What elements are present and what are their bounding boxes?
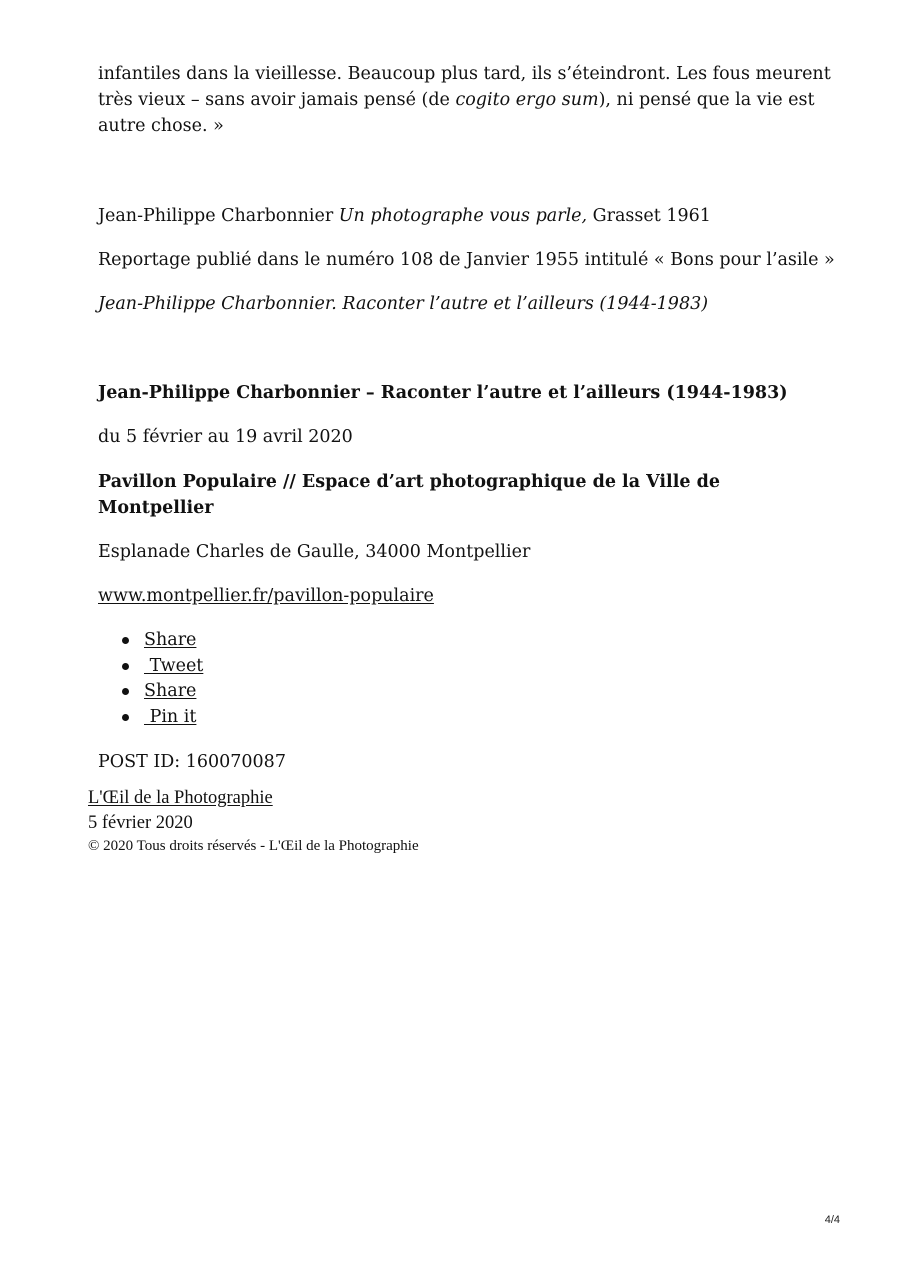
share-item-linkedin <box>144 679 203 705</box>
source-catalogue <box>98 291 838 317</box>
source-book <box>98 203 838 229</box>
website-paragraph <box>98 583 838 609</box>
site-name-link[interactable]: L'Œil de la Photographie <box>88 788 273 808</box>
source-reportage: Reportage publié dans le numéro 108 de Janvier 1955 intitulé « Bons pour l’asile » <box>98 250 835 270</box>
share-list <box>98 628 203 731</box>
page-number: 4/4 <box>824 1214 840 1226</box>
quote-paragraph <box>98 61 838 139</box>
post-id: POST ID: 160070087 <box>98 752 286 772</box>
share-item-pinterest <box>144 705 203 731</box>
pin-it-link[interactable]: Pin it <box>144 707 197 728</box>
page-footer <box>88 785 419 857</box>
quote-text-end: ), ni pensé que la vie est autre chose. » <box>98 90 815 136</box>
exhibition-dates: du 5 février au 19 avril 2020 <box>98 427 353 447</box>
quote-latin: cogito ergo sum <box>455 90 599 110</box>
website-link[interactable]: www.montpellier.fr/pavillon-populaire <box>98 586 434 606</box>
book-publisher: Grasset 1961 <box>587 206 711 226</box>
book-author: Jean-Philippe Charbonnier <box>98 206 339 226</box>
share-link[interactable]: Share <box>144 630 197 650</box>
catalogue-title: Jean-Philippe Charbonnier. Raconter l’autre et l’ailleurs (1944-1983) <box>98 294 709 314</box>
tweet-link[interactable]: Tweet <box>144 655 204 676</box>
share-item-twitter <box>144 654 203 680</box>
share-link[interactable]: Share <box>144 681 197 702</box>
copyright-notice: © 2020 Tous droits réservés - L'Œil de la Photographie <box>88 838 419 854</box>
share-item-facebook <box>144 628 203 654</box>
exhibition-title: Jean-Philippe Charbonnier – Raconter l’autre et l’ailleurs (1944-1983) <box>98 383 788 403</box>
publication-date: 5 février 2020 <box>88 813 193 833</box>
book-title: Un photographe vous parle, <box>338 206 588 226</box>
exhibition-venue: Pavillon Populaire // Espace d’art photographique de la Ville de Montpellier <box>98 472 720 518</box>
quote-text: infantiles dans la vieillesse. Beaucoup plus tard, ils s’éteindront. Les fous meurent très vieux – sans avoir jamais pensé (de <box>98 64 831 110</box>
exhibition-address: Esplanade Charles de Gaulle, 34000 Montpellier <box>98 542 531 562</box>
